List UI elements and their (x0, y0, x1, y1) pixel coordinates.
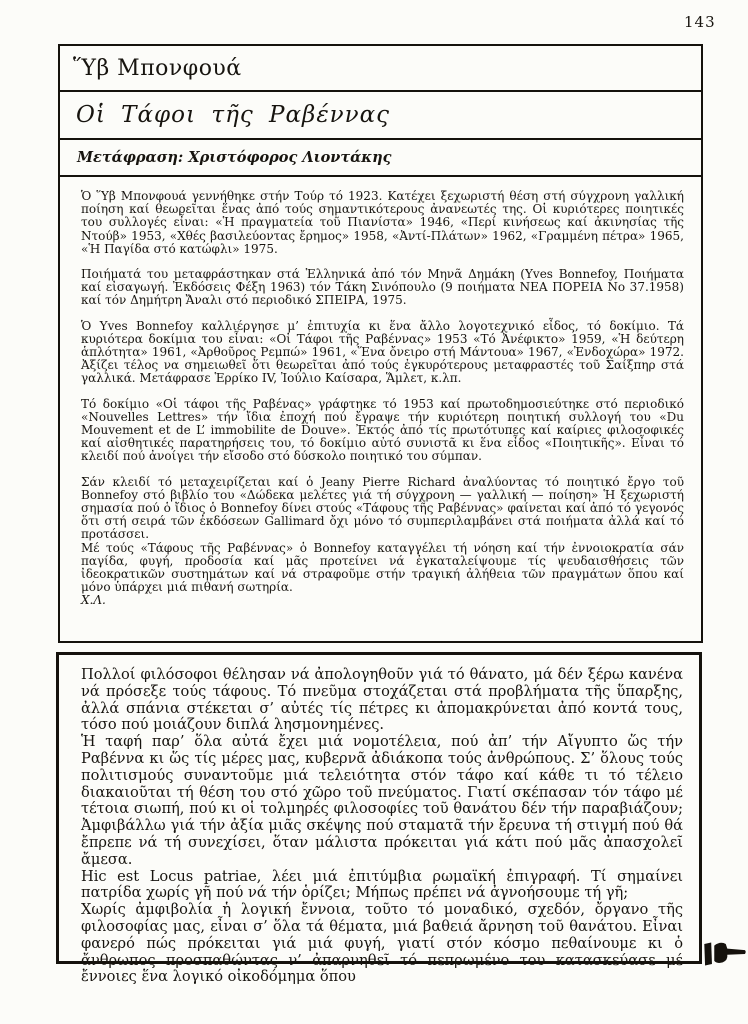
introductory-note (60, 177, 701, 608)
intro-paragraph: Τό δοκίμιο «Οἱ τάφοι τῆς Ραβένας» γράφτηκε τό 1953 καί πρωτοδημοσιεύτηκε στό περιοδικό «Nouvelles Lettres» τήν ἴδια ἐποχή πού ἔγραψε τήν κυριότερη ποιητική συλλογή του «Du Mouvement et de L’ immobilite de Douve». Ἐκτός ἀπό τίς πρωτότυπες καί καίριες φιλοσοφικές καί αἰσθητικές παρατηρήσεις του, τό δοκίμιο αὐτό συνιστᾶ κι ἕνα εἶδος «Ποιητικῆς». Εἶναι τό κλειδί πού ἀνοίγει τήν εἴσοδο στό δύσκολο ποιητικό του σύμπαν. (81, 396, 684, 464)
article-header-box (58, 44, 703, 643)
essay-paragraph: Χωρίς ἀμφιβολία ἡ λογική ἔννοια, τοῦτο τό μοναδικό, σχεδόν, ὄργανο τῆς φιλοσοφίας μας, εἶναι σ’ ὅλα τά θέματα, μιά βαθειά ἄρνηση τοῦ θανάτου. Εἶναι φανερό πώς πρόκειται γιά μιά φυγή, γιατί στόν κόσμο πεθαίνουμε κι ὁ ἄνθρωπος προσπαθώντας ν’ ἀπαρνηθεῖ τό πεπρωμένο του κατασκεύασε μέ ἔννοιες ἕνα λογικό οἰκοδόμημα ὅπου (81, 901, 683, 986)
editor-initials: Χ.Λ. (81, 593, 106, 608)
article-title: Οἱ Τάφοι τῆς Ραβέννας (60, 92, 701, 140)
essay-paragraph: Hic est Locus patriae, λέει μιά ἐπιτύμβια ρωμαϊκή ἐπιγραφή. Τί σημαίνει πατρίδα χωρίς γῆ πού νά τήν ὁρίζει; Μήπως πρέπει νά ἀγνοήσουμε τή γῆ; (81, 867, 683, 902)
author-name: Ὕβ Μπονφουά (60, 46, 701, 92)
intro-paragraph: Ὁ Ὕβ Μπονφουά γεννήθηκε στήν Τούρ τό 1923. Κατέχει ξεχωριστή θέση στή σύγχρονη γαλλική ποίηση καί θεωρεῖται ἕνας ἀπό τούς σημαντικότερους ἀνανεωτές της. Οἱ κυριότερες ποιητικές του συλλογές εἶναι: «Ἡ πραγματεία τοῦ Πιανίστα» 1946, «Περί κινήσεως καί ἀκινησίας τῆς Ντούβ» 1953, «Χθές βασιλεύοντας ἔρημος» 1958, «Ἀντί-Πλάτων» 1962, «Γραμμένη πέτρα» 1965, «Ἡ Παγίδα στό κατώφλι» 1975. (81, 189, 684, 256)
essay-paragraph: Ἡ ταφή παρ’ ὅλα αὐτά ἔχει μιά νομοτέλεια, πού ἀπ’ τήν Αἴγυπτο ὥς τήν Ραβέννα κι ὥς τίς μέρες μας, κυβερνᾶ ἀδιάκοπα τούς ἀνθρώπους. Σ’ ὅλους τούς πολιτισμούς συναντοῦμε μιά τελειότητα στόν τάφο καί κάθε τι τό τέλειο διακαιοῦται τή θέση του στό χῶρο τοῦ πνεύματος. Γιατί σκέπασαν τόν τάφο μέ τέτοια σιωπή, πού κι οἱ τολμηρές φιλοσοφίες τοῦ θανάτου δέν τήν παραβιάζουν; Ἀμφιβάλλω γιά τήν ἀξία μιᾶς σκέψης πού σταματᾶ τήν ἔρευνα τή στιγμή πού θά ἔπρεπε νά τή συνεχίσει, ὅταν μάλιστα πρόκειται γιά κάτι πού μᾶς ἀπασχολεῖ ἄμεσα. (81, 733, 683, 868)
intro-paragraph: Σάν κλειδί τό μεταχειρίζεται καί ὁ Jeany Pierre Richard ἀναλύοντας τό ποιητικό ἔργο τοῦ Bonnefoy στό βιβλίο του «Δώδεκα μελέτες γιά τή σύγχρονη — γαλλική — ποίηση» Ἡ ξεχωριστή σημασία πού ὁ ἴδιος ὁ Bonnefoy δίνει στούς «Τάφους τῆς Ραβέννας» φαίνεται καί ἀπό τό γεγονός ὅτι στή σειρά τῶν ἐκδόσεων Gallimard ὄχι μόνο τό συμπεριλαμβάνει στά ποιήματα ἀλλά καί τό προτάσσει. (81, 474, 684, 542)
intro-paragraph: Ὁ Yves Bonnefoy καλλιέργησε μ’ ἐπιτυχία κι ἕνα ἄλλο λογοτεχνικό εἶδος, τό δοκίμιο. Τά κυριότερα δοκίμια του εἶναι: «Οἱ Τάφοι τῆς Ραβέννας» 1953 «Τό Ἀνέφικτο» 1959, «Ἡ δεύτερη ἁπλότητα» 1961, «Ἀρθοῦρος Ρεμπώ» 1961, «Ἕνα ὄνειρο στή Μάντουα» 1967, «Ἐνδοχώρα» 1972. Ἀξίζει τέλος να σημειωθεῖ ὅτι θεωρεῖται ἀπό τούς ἐγκυρότερους μεταφραστές τοῦ Σαίξπηρ στά γαλλικά. Μετάφρασε Ἑρρίκο IV, Ἰούλιο Καίσαρα, Ἅμλετ, κ.λπ. (81, 318, 684, 386)
intro-paragraph: Μέ τούς «Τάφους τῆς Ραβέννας» ὁ Bonnefoy καταγγέλει τή νόηση καί τήν ἐννοιοκρατία σάν παγίδα, φυγή, προδοσία καί μᾶς προτείνει νά ἐγκαταλείψουμε τίς ψευδαισθήσεις τῶν ἰδεοκρατικῶν συστημάτων καί νά στραφοῦμε στήν τραγική ἀλήθεια τῶν πραγμάτων ὅπου καί μόνο ὑπάρχει μιά πιθανή σωτηρία. (81, 540, 684, 595)
page-number: 143 (684, 13, 716, 31)
translator-credit: Μετάφραση: Χριστόφορος Λιοντάκης (60, 140, 701, 177)
intro-paragraph: Ποιήματά του μεταφράστηκαν στά Ἑλληνικά ἀπό τόν Μηνᾶ Δημάκη (Yves Bonnefoy, Ποιήματα καί εἰσαγωγή. Ἐκδόσεις Φέξη 1963) τόν Τάκη Σινόπουλο (9 ποιήματα ΝΕΑ ΠΟΡΕΙΑ Νο 37.1958) καί τόν Δημήτρη Ἄναλι στό περιοδικό ΣΠΕΙΡΑ, 1975. (81, 267, 684, 308)
manicule-icon (702, 938, 748, 970)
essay-text-box (56, 652, 702, 986)
essay-paragraph: Πολλοί φιλόσοφοι θέλησαν νά ἀπολογηθοῦν γιά τό θάνατο, μά δέν ξέρω κανένα νά πρόσεξε τούς τάφους. Τό πνεῦμα στοχάζεται στά προβλήματα τῆς ὕπαρξης, ἀλλά σπάνια στέκεται σ’ αὐτές τίς πέτρες κι ἀπομακρύνεται ἀπό κοντά τους, τόσο πού μοιάζουν διπλά λησμονημένες. (81, 666, 683, 734)
